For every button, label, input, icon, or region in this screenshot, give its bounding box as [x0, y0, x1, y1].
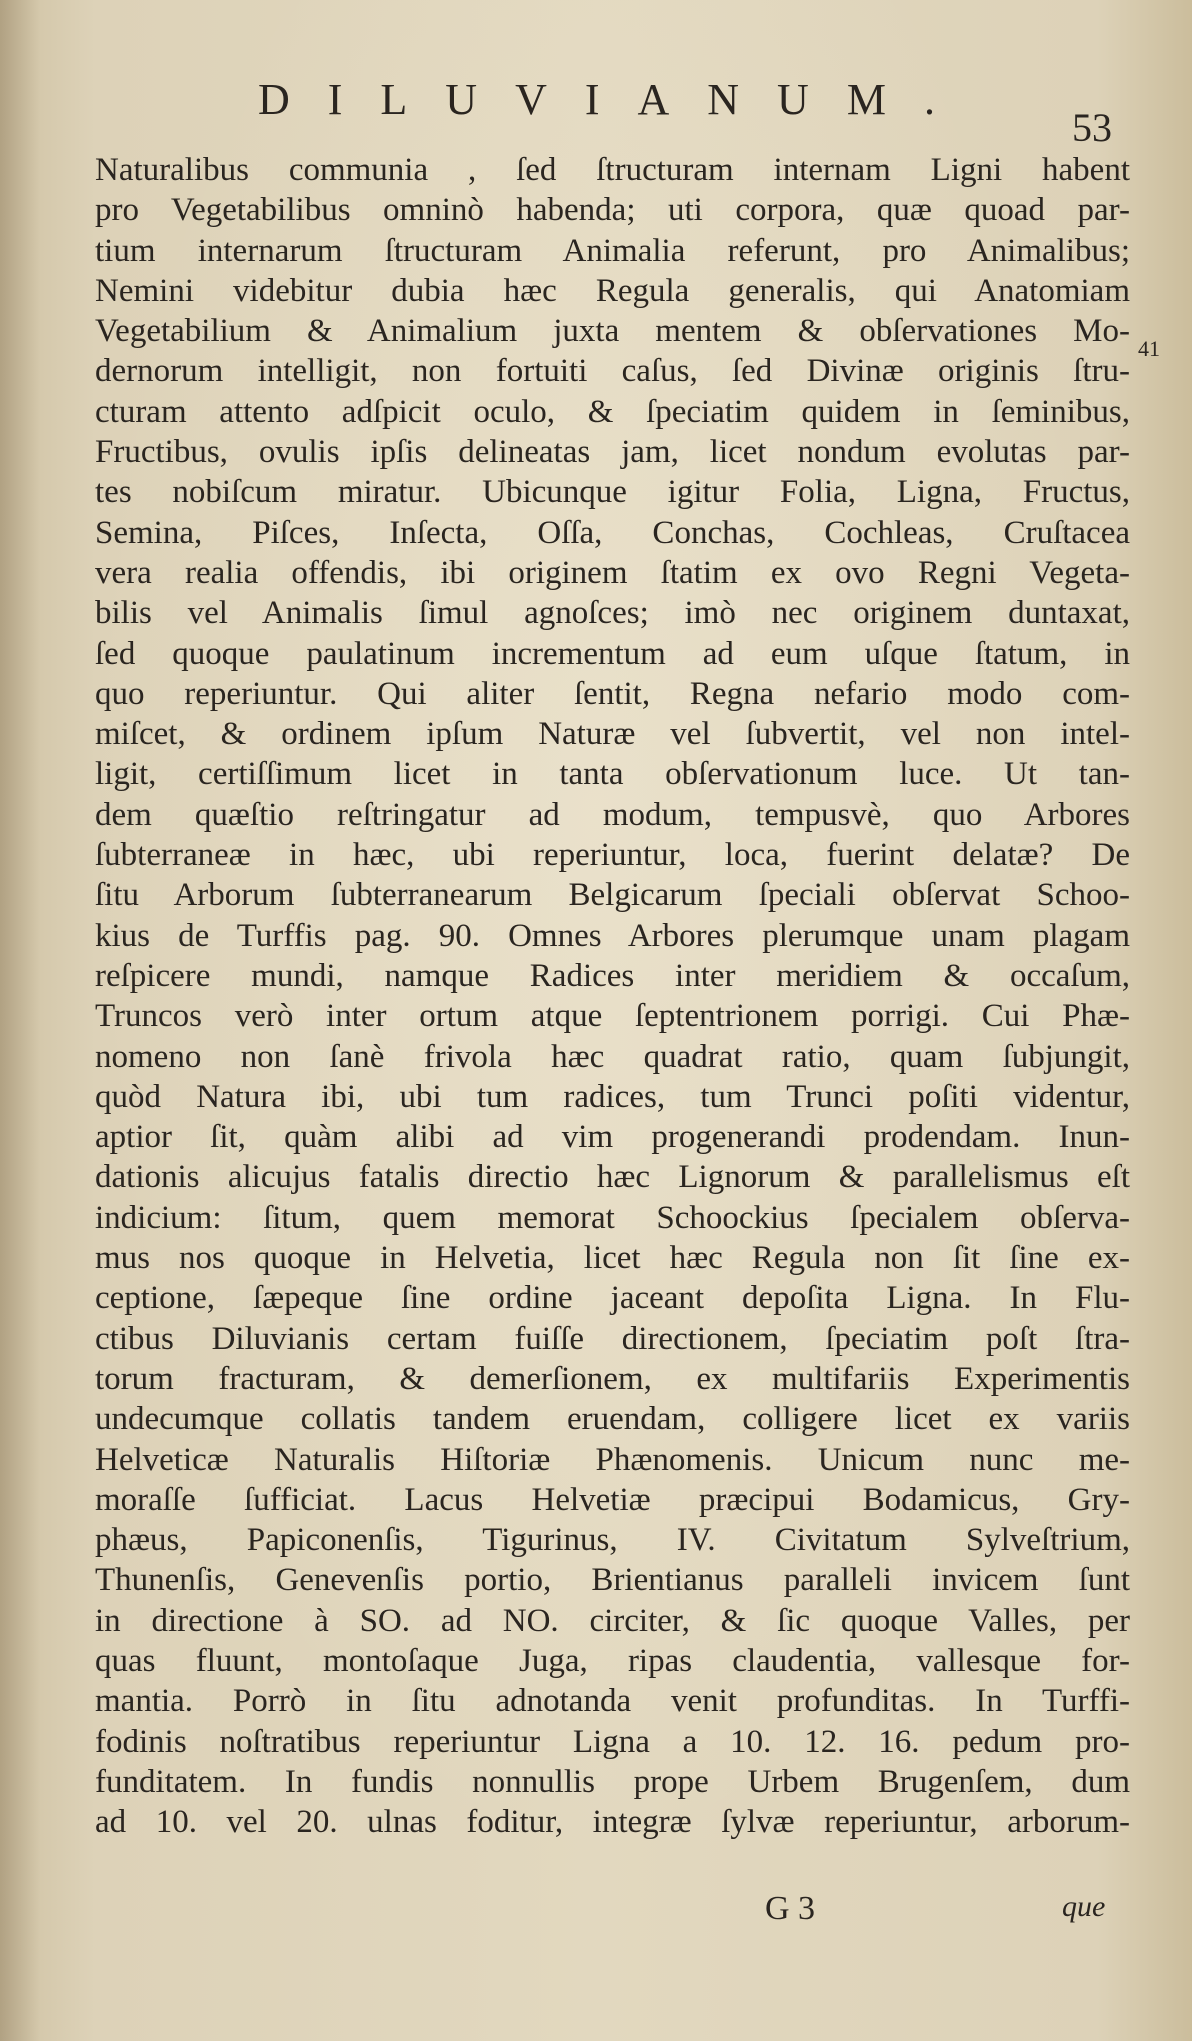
text-line: tes nobiſcum miratur. Ubicunque igitur Folia, Ligna, Fructus,	[95, 474, 1130, 511]
text-line: dationis alicujus fatalis directio hæc Lignorum & parallelismus eſt	[95, 1159, 1130, 1196]
text-line: Naturalibus communia , ſed ſtructuram internam Ligni habent	[95, 152, 1130, 188]
text-line: Fructibus, ovulis ipſis delineatas jam, licet nondum evolutas par-	[95, 434, 1130, 471]
marginal-note: 41	[1138, 336, 1160, 361]
signature-mark: G 3	[765, 1890, 816, 1927]
text-line: miſcet, & ordinem ipſum Naturæ vel ſubvertit, vel non intel-	[95, 716, 1130, 753]
text-line: Helveticæ Naturalis Hiſtoriæ Phænomenis. Unicum nunc me-	[95, 1441, 1130, 1478]
spine-shadow	[0, 0, 40, 2041]
text-line: dernorum intelligit, non fortuiti caſus, ſed Divinæ originis ſtru-	[95, 353, 1130, 390]
text-line: moraſſe ſufficiat. Lacus Helvetiæ præcipui Bodamicus, Gry-	[95, 1481, 1130, 1518]
text-line: ſitu Arborum ſubterranearum Belgicarum ſpeciali obſervat Schoo-	[95, 877, 1130, 914]
text-line: Nemini videbitur dubia hæc Regula generalis, qui Anatomiam	[95, 272, 1130, 309]
text-line: pro Vegetabilibus omninò habenda; uti corpora, quæ quoad par-	[95, 192, 1130, 229]
body-text	[95, 150, 1130, 1842]
text-line: Vegetabilium & Animalium juxta mentem & obſervationes Mo-	[95, 313, 1130, 350]
page-number: 53	[1072, 105, 1112, 150]
text-line: tium internarum ſtructuram Animalia referunt, pro Animalibus;	[95, 232, 1130, 269]
text-line: torum fracturam, & demerſionem, ex multifariis Experimentis	[95, 1360, 1130, 1397]
text-line: ad 10. vel 20. ulnas foditur, integræ ſylvæ reperiuntur, arborum-	[95, 1804, 1130, 1841]
text-line: ligit, certiſſimum licet in tanta obſervationum luce. Ut tan-	[95, 756, 1130, 793]
text-line: funditatem. In fundis nonnullis prope Urbem Brugenſem, dum	[95, 1763, 1130, 1800]
text-line: quòd Natura ibi, ubi tum radices, tum Trunci poſiti videntur,	[95, 1078, 1130, 1115]
text-line: bilis vel Animalis ſimul agnoſces; imò nec originem duntaxat,	[95, 595, 1130, 632]
text-line: fodinis noſtratibus reperiuntur Ligna a 10. 12. 16. pedum pro-	[95, 1723, 1130, 1760]
text-line: vera realia offendis, ibi originem ſtatim ex ovo Regni Vegeta-	[95, 554, 1130, 591]
text-line: Thunenſis, Genevenſis portio, Brientianus paralleli invicem ſunt	[95, 1562, 1130, 1599]
text-line: indicium: ſitum, quem memorat Schoockius ſpecialem obſerva-	[95, 1199, 1130, 1236]
text-line: quo reperiuntur. Qui aliter ſentit, Regna nefario modo com-	[95, 675, 1130, 712]
text-line: kius de Turffis pag. 90. Omnes Arbores plerumque unam plagam	[95, 917, 1130, 954]
text-line: Semina, Piſces, Inſecta, Oſſa, Conchas, Cochleas, Cruſtacea	[95, 514, 1130, 551]
text-line: reſpicere mundi, namque Radices inter meridiem & occaſum,	[95, 957, 1130, 994]
text-line: quas fluunt, montoſaque Juga, ripas claudentia, vallesque for-	[95, 1642, 1130, 1679]
text-line: undecumque collatis tandem eruendam, colligere licet ex variis	[95, 1401, 1130, 1438]
text-line: in directione à SO. ad NO. circiter, & ſic quoque Valles, per	[95, 1602, 1130, 1639]
text-line: phæus, Papiconenſis, Tigurinus, IV. Civitatum Sylveſtrium,	[95, 1522, 1130, 1559]
text-line: aptior ſit, quàm alibi ad vim progenerandi prodendam. Inun-	[95, 1119, 1130, 1156]
text-line: dem quæſtio reſtringatur ad modum, tempusvè, quo Arbores	[95, 796, 1130, 833]
text-line: Truncos verò inter ortum atque ſeptentrionem porrigi. Cui Phæ-	[95, 998, 1130, 1035]
text-line: mantia. Porrò in ſitu adnotanda venit profunditas. In Turffi-	[95, 1683, 1130, 1720]
text-line: ctibus Diluvianis certam fuiſſe directionem, ſpeciatim poſt ſtra-	[95, 1320, 1130, 1357]
text-line: ſubterraneæ in hæc, ubi reperiuntur, loca, fuerint delatæ? De	[95, 837, 1130, 874]
running-title: DILUVIANUM.	[258, 75, 973, 124]
catchword: que	[1062, 1890, 1106, 1923]
text-line: ceptione, ſæpeque ſine ordine jaceant depoſita Ligna. In Flu-	[95, 1280, 1130, 1317]
text-line: cturam attento adſpicit oculo, & ſpeciatim quidem in ſeminibus,	[95, 393, 1130, 430]
text-line: ſed quoque paulatinum incrementum ad eum uſque ſtatum, in	[95, 635, 1130, 672]
text-line: nomeno non ſanè frivola hæc quadrat ratio, quam ſubjungit,	[95, 1038, 1130, 1075]
text-line: mus nos quoque in Helvetia, licet hæc Regula non ſit ſine ex-	[95, 1240, 1130, 1277]
